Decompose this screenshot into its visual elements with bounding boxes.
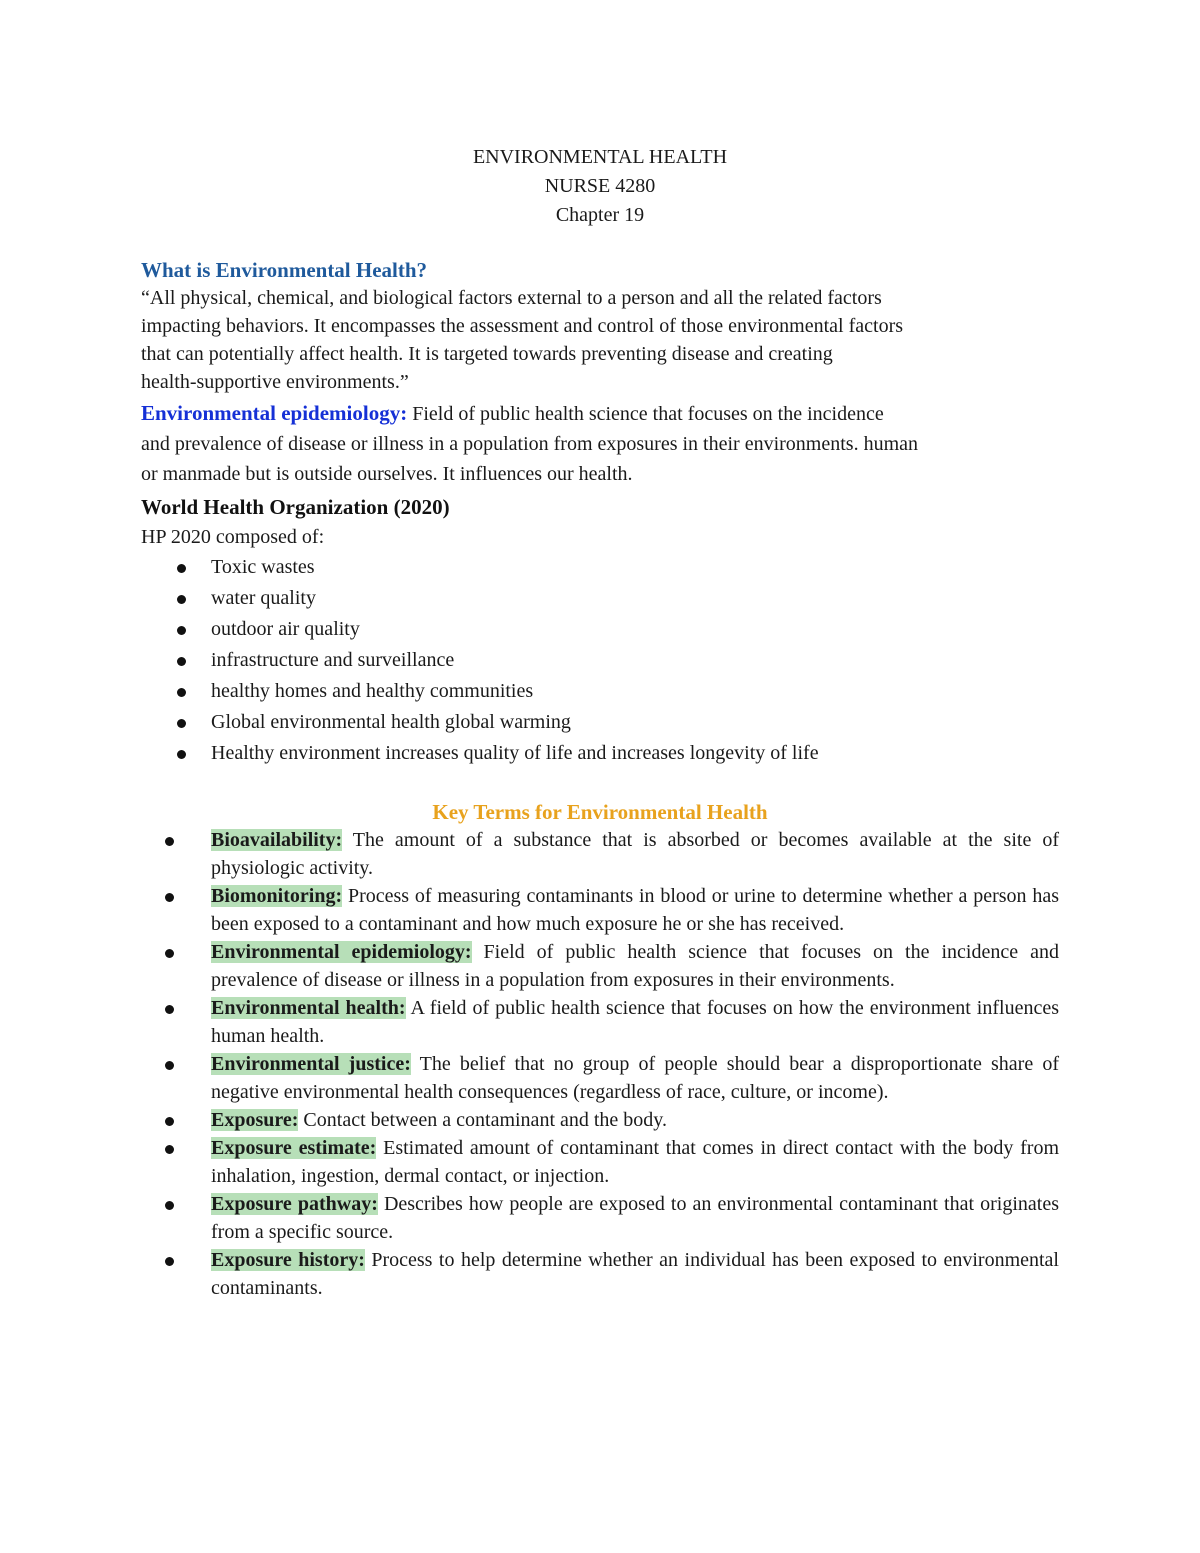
list-item-text: Toxic wastes <box>211 556 315 578</box>
bullet-icon <box>165 1005 174 1014</box>
list-item <box>141 707 1061 738</box>
epidemiology-section <box>141 398 1061 489</box>
list-item <box>141 738 1061 769</box>
definition-section <box>141 256 1061 396</box>
bullet-icon <box>165 949 174 958</box>
term-label: Environmental health: <box>211 997 406 1019</box>
epidemiology-line <box>141 398 1061 429</box>
definition-line: impacting behaviors. It encompasses the assessment and control of those environmental factors <box>141 315 904 337</box>
list-item <box>141 645 1061 676</box>
term-definition: Process of measuring contaminants in blood or urine to determine whether a person has been exposed to a contaminant and how much exposure he or she has received. <box>211 885 1059 935</box>
definition-line: “All physical, chemical, and biological factors external to a person and all the related factors <box>141 287 882 309</box>
key-terms-list <box>141 826 1059 1302</box>
term-label: Environmental epidemiology: <box>211 941 472 963</box>
term-item <box>141 882 1059 938</box>
list-item <box>141 676 1061 707</box>
section-heading: What is Environmental Health? <box>141 258 428 282</box>
term-label: Exposure: <box>211 1109 299 1131</box>
list-item-text: water quality <box>211 587 316 609</box>
bullet-icon <box>177 626 186 635</box>
definition-line: that can potentially affect health. It is targeted towards preventing disease and creating <box>141 343 833 365</box>
term-item <box>141 826 1059 882</box>
list-item <box>141 583 1061 614</box>
term-definition: Estimated amount of contaminant that comes in direct contact with the body from inhalation, ingestion, dermal contact, or injection. <box>211 1137 1059 1187</box>
term-label: Environmental justice: <box>211 1053 411 1075</box>
definition-line: health-supportive environments.” <box>141 371 409 393</box>
who-section <box>141 492 1061 769</box>
term-definition: A field of public health science that focuses on how the environment influences human health. <box>211 997 1059 1047</box>
bullet-icon <box>165 1061 174 1070</box>
term-item <box>141 994 1059 1050</box>
epidemiology-term: Environmental epidemiology: <box>141 401 408 425</box>
term-item <box>141 1050 1059 1106</box>
term-definition: The belief that no group of people should bear a disproportionate share of negative environmental health consequences (regardless of race, culture, or income). <box>211 1053 1060 1103</box>
list-item <box>141 552 1061 583</box>
epidemiology-line: or manmade but is outside ourselves. It influences our health. <box>141 463 633 485</box>
term-label: Exposure history: <box>211 1249 365 1271</box>
term-label: Exposure pathway: <box>211 1193 378 1215</box>
list-item <box>141 614 1061 645</box>
term-label: Bioavailability: <box>211 829 343 851</box>
bullet-icon <box>165 1201 174 1210</box>
list-item-text: outdoor air quality <box>211 618 360 640</box>
bullet-icon <box>165 1145 174 1154</box>
term-definition: Contact between a contaminant and the body. <box>298 1109 668 1131</box>
bullet-icon <box>177 564 186 573</box>
term-item <box>141 1106 1059 1134</box>
bullet-icon <box>177 595 186 604</box>
chapter-label: Chapter 19 <box>555 204 645 226</box>
key-terms-title: Key Terms for Environmental Health <box>432 800 768 824</box>
term-definition: Field of public health science that focuses on the incidence and prevalence of disease or illness in a population from exposures in their environments. <box>211 941 1059 991</box>
term-item <box>141 938 1059 994</box>
who-intro: HP 2020 composed of: <box>141 526 325 548</box>
bullet-icon <box>177 688 186 697</box>
term-definition: The amount of a substance that is absorbed or becomes available at the site of physiologic activity. <box>211 829 1059 879</box>
term-item <box>141 1134 1059 1190</box>
list-item-text: Healthy environment increases quality of life and increases longevity of life <box>211 742 819 764</box>
bullet-icon <box>165 837 174 846</box>
course-code: NURSE 4280 <box>544 175 656 197</box>
list-item-text: infrastructure and surveillance <box>211 649 455 671</box>
who-list <box>141 552 1061 769</box>
list-item-text: healthy homes and healthy communities <box>211 680 534 702</box>
term-item <box>141 1190 1059 1246</box>
epidemiology-text: Field of public health science that focuses on the incidence <box>407 403 884 425</box>
document-header <box>0 143 1200 230</box>
bullet-icon <box>165 893 174 902</box>
list-item-text: Global environmental health global warming <box>211 711 571 733</box>
who-heading: World Health Organization (2020) <box>141 495 450 519</box>
bullet-icon <box>165 1117 174 1126</box>
epidemiology-line: and prevalence of disease or illness in a population from exposures in their environments. human <box>141 433 919 455</box>
term-item <box>141 1246 1059 1302</box>
document-title: ENVIRONMENTAL HEALTH <box>472 146 728 168</box>
bullet-icon <box>177 750 186 759</box>
term-definition: Describes how people are exposed to an environmental contaminant that originates from a specific source. <box>211 1193 1059 1243</box>
bullet-icon <box>165 1257 174 1266</box>
term-label: Exposure estimate: <box>211 1137 377 1159</box>
bullet-icon <box>177 719 186 728</box>
bullet-icon <box>177 657 186 666</box>
term-definition: Process to help determine whether an individual has been exposed to environmental contaminants. <box>211 1249 1059 1299</box>
term-label: Biomonitoring: <box>211 885 343 907</box>
